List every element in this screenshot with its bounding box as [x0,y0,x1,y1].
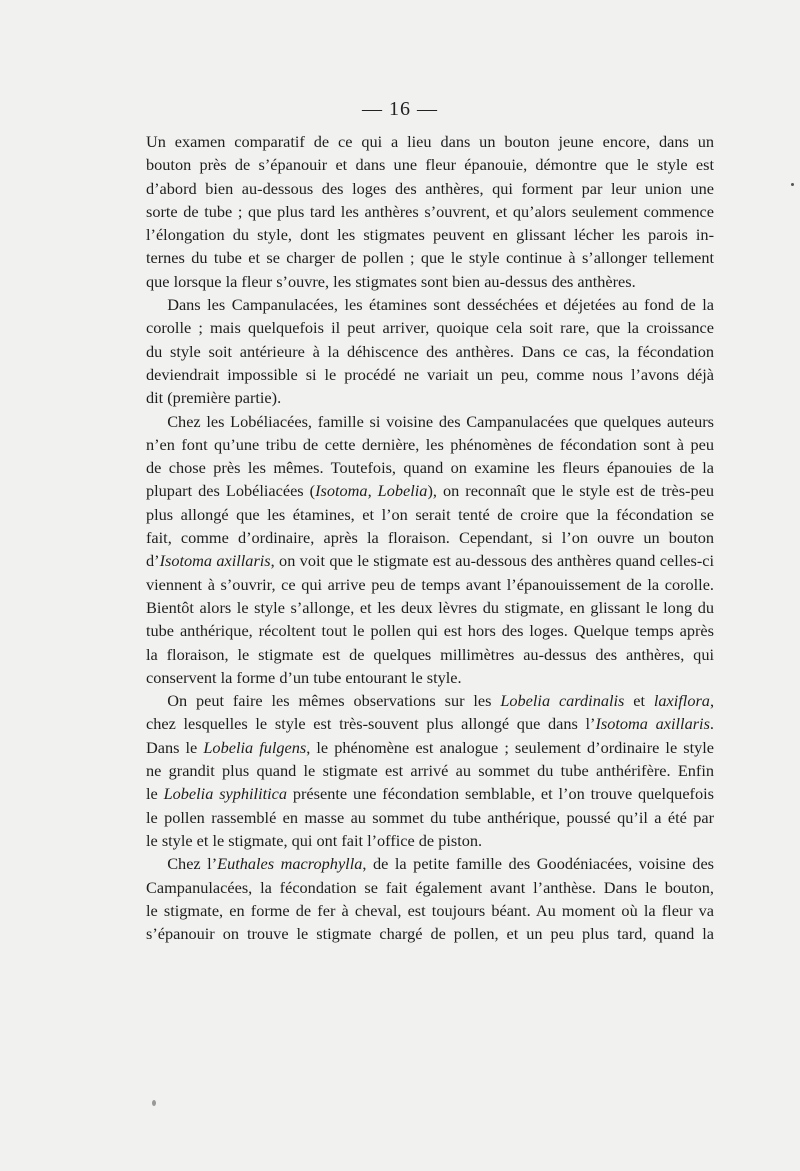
text-line [146,200,714,223]
text-line [146,549,714,572]
text-line [146,829,714,852]
text-line [146,899,714,922]
text-line [146,130,714,153]
italic-species-name: Isotoma axillaris [159,551,271,571]
text-segment: la floraison, le stigmate est de quelques millimètres au-dessus des anthères, qui [146,644,714,664]
text-line [146,596,714,619]
page-number: — 16 — [362,98,438,120]
paper-speck [152,1100,156,1106]
text-segment: que lorsque la fleur s’ouvre, les stigmates sont bien au-dessus des anthères. [146,271,636,291]
text-segment: , on voit que le stigmate est au-dessous des anthères quand celles-ci [270,551,714,571]
text-line [146,340,714,363]
italic-species-name: Isotoma axillaris [595,714,710,734]
text-segment: conservent la forme d’un tube entourant le style. [146,667,462,687]
text-line [146,712,714,735]
text-segment: deviendrait impossible si le procédé ne variait un peu, comme nous l’avons déjà [146,364,714,384]
text-segment: du style soit antérieure à la déhiscence des anthères. Dans ce cas, la fécondation [146,341,714,361]
text-segment: Chez l’ [167,854,218,874]
text-segment: . [709,714,714,734]
text-segment: fait, comme d’ordinaire, après la floraison. Cependant, si l’on ouvre un bouton [146,528,714,548]
text-line [146,433,714,456]
text-line [146,246,714,269]
text-line [146,479,714,502]
text-segment: , le phénomène est analogue ; seulement d’ordinaire le style [306,737,714,757]
text-segment: plupart des Lobéliacées ( [146,481,316,501]
text-line [146,316,714,339]
text-line [146,410,714,433]
text-segment: Campanulacées, la fécondation se fait également avant l’anthèse. Dans le bouton, [146,877,714,897]
text-segment: plus allongé que les étamines, et l’on serait tenté de croire que la fécondation se [146,504,714,524]
text-line [146,619,714,642]
text-line [146,177,714,200]
text-segment: viennent à s’ouvrir, ce qui arrive peu de temps avant l’épanouissement de la corolle. [146,574,714,594]
text-line [146,759,714,782]
text-segment: n’en font qu’une tribu de cette dernière, les phénomènes de fécondation sont à peu [146,434,714,454]
italic-species-name: Euthales macrophylla [217,854,363,874]
text-segment: le [146,784,164,804]
text-segment: , [709,691,715,711]
text-segment: bouton près de s’épanouir et dans une fleur épanouie, démontre que le style est [146,155,714,175]
paper-speck [791,183,794,186]
italic-species-name: Lobelia cardinalis [500,691,625,711]
text-line [146,456,714,479]
italic-species-name: laxiflora [653,691,710,711]
text-segment: sorte de tube ; que plus tard les anthères s’ouvrent, et qu’alors seulement commence [146,201,714,221]
text-line [146,922,714,945]
text-segment: l’élongation du style, dont les stigmates peuvent en glissant lécher les parois in- [146,225,714,245]
text-segment: le style et le stigmate, qui ont fait l’office de piston. [146,830,483,850]
text-line [146,526,714,549]
text-segment: d’abord bien au-dessous des loges des anthères, qui forment par leur union une [146,178,714,198]
text-line [146,643,714,666]
text-line [146,666,714,689]
text-segment: de chose près les mêmes. Toutefois, quand on examine les fleurs épanouies de la [146,458,714,478]
text-segment: Bientôt alors le style s’allonge, et les deux lèvres du stigmate, en glissant le long du [146,597,714,617]
text-line [146,223,714,246]
text-line [146,363,714,386]
italic-species-name: Lobelia syphilitica [163,784,288,804]
text-segment: présente une fécondation semblable, et l’on trouve quelquefois [287,784,714,804]
text-segment: le stigmate, en forme de fer à cheval, est toujours béant. Au moment où la fleur va [146,900,714,920]
text-line [146,573,714,596]
text-segment: le pollen rassemblé en masse au sommet du tube anthérique, poussé qu’il a été par [146,807,714,827]
text-segment: Dans le [146,737,204,757]
text-line [146,293,714,316]
text-segment: , de la petite famille des Goodéniacées, voisine des [362,854,715,874]
text-segment: et [624,691,654,711]
text-segment: On peut faire les mêmes observations sur les [167,691,501,711]
text-segment: corolle ; mais quelquefois il peut arriver, quoique cela soit rare, que la croissance [146,318,714,338]
italic-species-name: Lobelia fulgens [203,737,307,757]
text-segment: ), on reconnaît que le style est de très-peu [427,481,714,501]
italic-species-name: Isotoma, Lobelia [315,481,428,501]
text-segment: ne grandit plus quand le stigmate est arrivé au sommet du tube anthérifère. Enfin [146,761,714,781]
text-segment: s’épanouir on trouve le stigmate chargé de pollen, et un peu plus tard, quand la [146,924,714,944]
text-segment: d’ [146,551,160,571]
text-segment: Un examen comparatif de ce qui a lieu dans un bouton jeune encore, dans un [146,132,714,151]
text-segment: chez lesquelles le style est très-souvent plus allongé que dans l’ [146,714,596,734]
text-line [146,503,714,526]
text-line [146,806,714,829]
text-line [146,782,714,805]
text-segment: ternes du tube et se charger de pollen ; que le style continue à s’allonger tellement [146,248,714,268]
text-line [146,852,714,875]
text-segment: Dans les Campanulacées, les étamines sont desséchées et déjetées au fond de la [167,295,714,315]
text-segment: tube anthérique, récoltent tout le pollen qui est hors des loges. Quelque temps après [146,621,714,641]
text-segment: dit (première partie). [146,388,282,408]
text-line [146,270,714,293]
text-line [146,386,714,409]
text-segment: Chez les Lobéliacées, famille si voisine des Campanulacées que quelques auteurs [167,411,714,431]
text-line [146,876,714,899]
body-text [146,130,714,945]
text-line [146,153,714,176]
text-line [146,689,714,712]
text-line [146,736,714,759]
